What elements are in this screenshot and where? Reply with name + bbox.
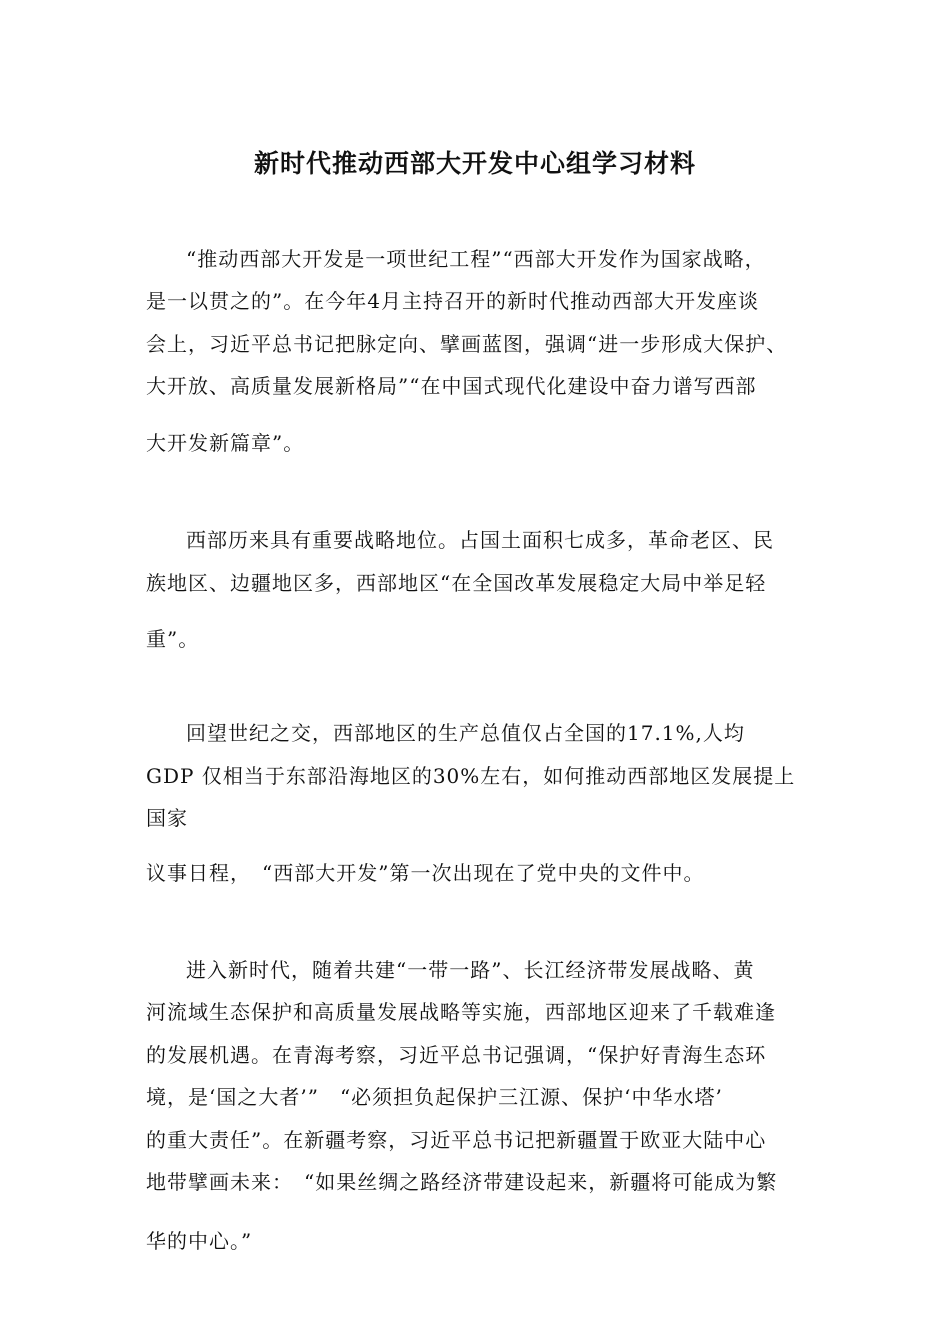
paragraph-4-line-1: 进入新时代，随着共建“一带一路”、长江经济带发展战略、黄 [186, 958, 755, 982]
paragraph-4-line-6: 地带擘画未来： “如果丝绸之路经济带建设起来，新疆将可能成为繁 [146, 1170, 778, 1194]
document-title: 新时代推动西部大开发中心组学习材料 [253, 149, 696, 178]
paragraph-2-line-2: 族地区、边疆地区多，西部地区“在全国改革发展稳定大局中举足轻 [146, 571, 767, 595]
paragraph-3-line-3: 国家 [146, 806, 188, 830]
paragraph-4-line-2: 河流域生态保护和高质量发展战略等实施，西部地区迎来了千载难逢 [146, 1000, 776, 1024]
paragraph-4-line-4: 境，是‘国之大者’” “必须担负起保护三江源、保护‘中华水塔’ [146, 1085, 723, 1109]
paragraph-3-line-1: 回望世纪之交，西部地区的生产总值仅占全国的17.1%,人均 [186, 721, 745, 745]
paragraph-1-line-4: 大开放、高质量发展新格局”“在中国式现代化建设中奋力谱写西部 [146, 374, 757, 398]
paragraph-1-line-1: “推动西部大开发是一项世纪工程”“西部大开发作为国家战略， [186, 247, 766, 271]
paragraph-3-line-4: 议事日程， “西部大开发”第一次出现在了党中央的文件中。 [146, 861, 705, 885]
paragraph-1-line-5: 大开发新篇章”。 [146, 431, 305, 455]
paragraph-4-line-3: 的发展机遇。在青海考察，习近平总书记强调，“保护好青海生态环 [146, 1043, 767, 1067]
paragraph-2-line-1: 西部历来具有重要战略地位。占国土面积七成多，革命老区、民 [186, 528, 774, 552]
paragraph-3-line-2: GDP 仅相当于东部沿海地区的30%左右，如何推动西部地区发展提上 [146, 764, 796, 788]
paragraph-4-line-5: 的重大责任”。在新疆考察，习近平总书记把新疆置于欧亚大陆中心 [146, 1128, 767, 1152]
paragraph-2-line-3: 重”。 [146, 627, 200, 651]
paragraph-4-line-7: 华的中心。” [146, 1229, 253, 1253]
paragraph-1-line-2: 是一以贯之的”。在今年4月主持召开的新时代推动西部大开发座谈 [146, 289, 759, 313]
paragraph-1-line-3: 会上，习近平总书记把脉定向、擘画蓝图，强调“进一步形成大保护、 [146, 332, 788, 356]
